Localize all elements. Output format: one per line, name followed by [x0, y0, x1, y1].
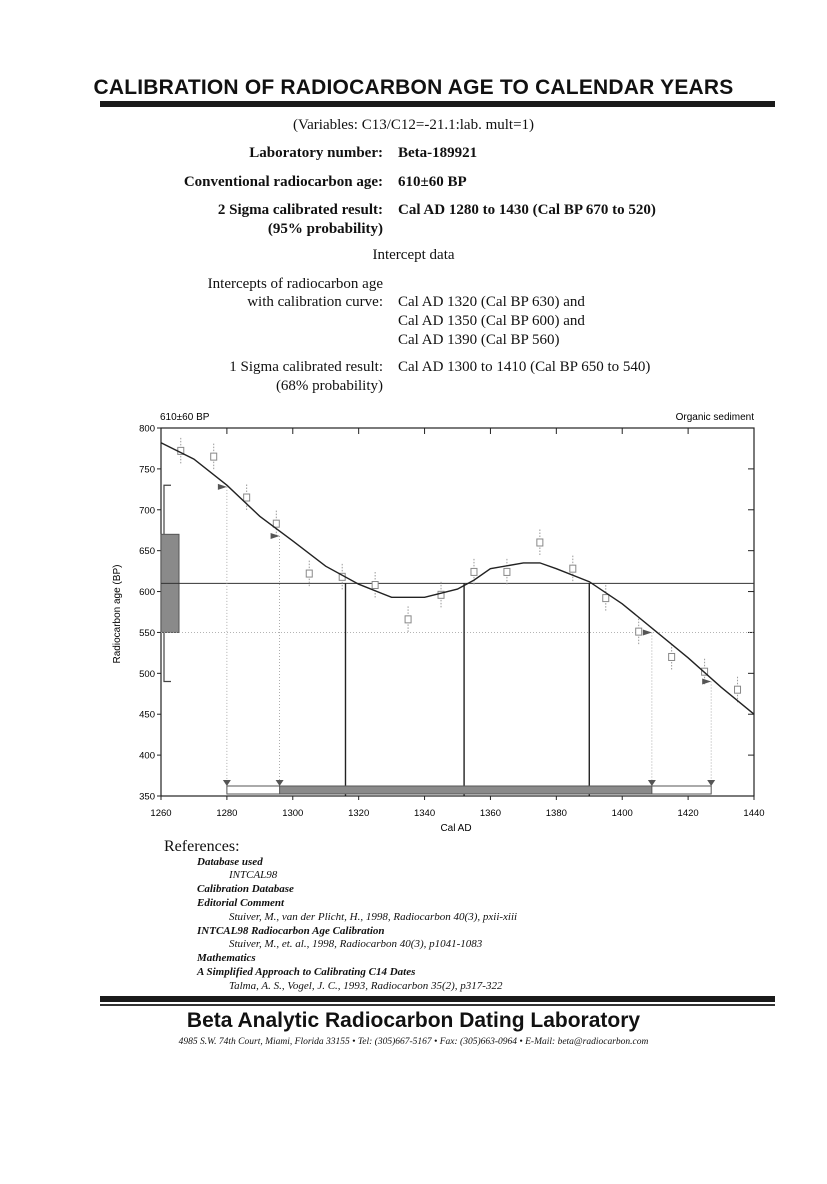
title-rule: [100, 101, 775, 107]
y-axis-label: Radiocarbon age (BP): [112, 564, 123, 664]
x-axis-label: Cal AD: [440, 823, 472, 834]
lab-name: Beta Analytic Radiocarbon Dating Laboratory: [186, 1009, 641, 1032]
ref-item: Mathematics: [197, 952, 256, 964]
curve-arrow: [702, 679, 711, 685]
ref-note: Talma, A. S., Vogel, J. C., 1993, Radiocarbon 35(2), p317-322: [229, 980, 503, 992]
footer-rule-thin: [100, 1004, 775, 1006]
sigma2-prob: (95% probability): [267, 221, 383, 237]
y-tick-label: 650: [139, 546, 155, 558]
plot-frame: [161, 428, 754, 796]
sigma1-cal-bar: [280, 786, 652, 794]
y-tick-label: 800: [139, 423, 155, 435]
sigma1-value: Cal AD 1300 to 1410 (Cal BP 650 to 540): [398, 359, 651, 375]
intercept-3: Cal AD 1390 (Cal BP 560): [398, 332, 560, 348]
x-tick-label: 1440: [743, 808, 765, 819]
data-point: [669, 653, 675, 660]
data-point: [570, 565, 576, 572]
chart-title-left: 610±60 BP: [160, 412, 210, 423]
x-tick-label: 1320: [348, 808, 370, 819]
data-point: [504, 568, 510, 575]
ref-note: INTCAL98: [229, 869, 278, 881]
x-tick-label: 1340: [413, 808, 436, 819]
footer-rule: [100, 996, 775, 1002]
ref-item: Database used: [197, 856, 263, 868]
y-tick-label: 400: [139, 750, 155, 762]
conv-age-label: Conventional radiocarbon age:: [183, 174, 383, 190]
curve-arrow: [271, 533, 280, 539]
data-point: [306, 570, 312, 577]
ref-item: A Simplified Approach to Calibrating C14 Dates: [197, 966, 416, 978]
y-tick-label: 750: [139, 464, 155, 476]
intercepts-label-1: Intercepts of radiocarbon age: [207, 276, 383, 292]
sigma1-prob: (68% probability): [275, 378, 383, 394]
sigma2-value: Cal AD 1280 to 1430 (Cal BP 670 to 520): [398, 202, 656, 218]
x-tick-label: 1260: [150, 808, 172, 819]
y-tick-label: 550: [139, 627, 155, 639]
conv-age-value: 610±60 BP: [398, 174, 467, 190]
range-arrow: [707, 780, 715, 786]
chart-title-right: Organic sediment: [675, 412, 754, 423]
lab-number-label: Laboratory number:: [249, 145, 383, 161]
x-tick-label: 1420: [677, 808, 699, 819]
data-point: [372, 582, 378, 589]
data-point: [211, 453, 217, 460]
ref-item: Calibration Database: [197, 883, 294, 895]
curve-arrow: [643, 629, 652, 635]
lab-number-value: Beta-189921: [398, 145, 478, 161]
data-point: [537, 539, 543, 546]
ref-item: INTCAL98 Radiocarbon Age Calibration: [197, 925, 385, 937]
range-arrow: [276, 780, 284, 786]
variables-line: (Variables: C13/C12=-21.1:lab. mult=1): [292, 117, 535, 133]
data-point: [603, 595, 609, 602]
range-arrow: [648, 780, 656, 786]
lab-address: 4985 S.W. 74th Court, Miami, Florida 33155 • Tel: (305)667-5167 • Fax: (305)663-0964 • E-Mail: beta@radiocarbon.com: [178, 1037, 649, 1047]
calibration-curve: [161, 443, 754, 715]
data-point: [636, 628, 642, 635]
references-heading: References:: [164, 838, 240, 855]
y-tick-label: 600: [139, 587, 155, 599]
intercept-heading: Intercept data: [372, 247, 455, 263]
sigma2-label: 2 Sigma calibrated result:: [217, 202, 383, 218]
intercept-2: Cal AD 1350 (Cal BP 600) and: [398, 313, 585, 329]
x-tick-label: 1400: [611, 808, 633, 819]
x-tick-label: 1280: [216, 808, 238, 819]
range-arrow: [223, 780, 231, 786]
page-title: CALIBRATION OF RADIOCARBON AGE TO CALENDAR YEARS: [93, 76, 734, 99]
x-tick-label: 1360: [479, 808, 502, 819]
y-tick-label: 700: [139, 505, 155, 517]
ref-item: Editorial Comment: [197, 897, 285, 909]
ref-note: Stuiver, M., et. al., 1998, Radiocarbon 40(3), p1041-1083: [229, 938, 483, 950]
intercept-1: Cal AD 1320 (Cal BP 630) and: [398, 294, 585, 310]
ref-note: Stuiver, M., van der Plicht, H., 1998, Radiocarbon 40(3), pxii-xiii: [229, 911, 518, 923]
y-tick-label: 500: [139, 668, 155, 680]
calibration-chart: [0, 400, 827, 840]
data-point: [244, 494, 250, 501]
data-point: [735, 686, 741, 693]
x-tick-label: 1300: [282, 808, 304, 819]
sigma1-label: 1 Sigma calibrated result:: [229, 359, 383, 375]
intercepts-label-2: with calibration curve:: [247, 294, 383, 310]
data-point: [471, 568, 477, 575]
data-point: [405, 616, 411, 623]
data-point: [273, 520, 279, 527]
y-tick-label: 350: [139, 791, 155, 803]
y-tick-label: 450: [139, 709, 155, 721]
x-tick-label: 1380: [545, 808, 567, 819]
